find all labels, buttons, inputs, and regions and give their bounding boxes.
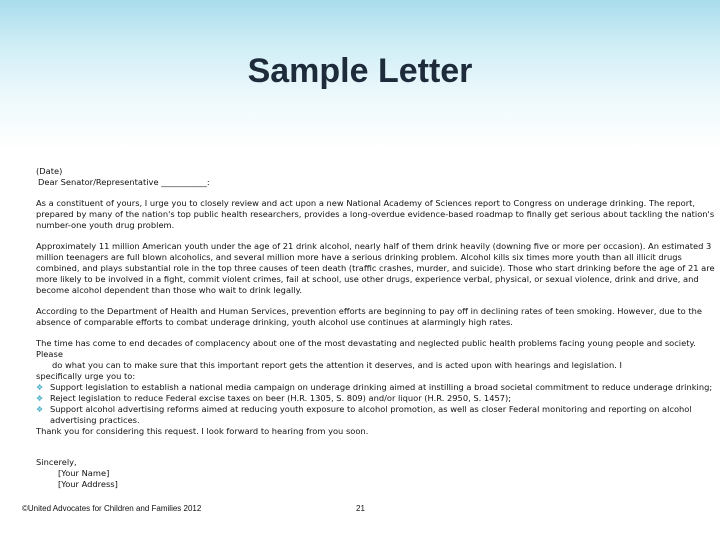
bullet-icon: ❖ — [36, 394, 44, 403]
letter-salutation: Dear Senator/Representative ___________: — [38, 177, 210, 187]
slide-title: Sample Letter — [247, 52, 473, 90]
bullet-icon: ❖ — [36, 383, 44, 392]
footer-page-number: 21 — [356, 504, 365, 513]
bullet-text: Support legislation to establish a national media campaign on underage drinking aimed at instilling a broad societal commitment to reduce underage drinking; — [50, 382, 713, 392]
letter-paragraph-3: According to the Department of Health and Human Services, prevention efforts are beginning to pay off in declining rates of teen smoking. However, due to the absence of comparable efforts to combat underage drinking, youth alcohol use continues at alarmingly high rates. — [36, 306, 702, 327]
letter-paragraph-1: As a constituent of yours, I urge you to closely review and act upon a new National Academy of Sciences report to Congress on underage drinking. The report, prepared by many of the nation's top public health researchers, provides a long-overdue evidence-based roadmap to finally get serious about tackling the nation's number-one youth drug problem. — [36, 198, 715, 230]
list-item — [36, 404, 718, 415]
list-item — [36, 393, 718, 404]
letter-signature-address: [Your Address] — [58, 479, 118, 489]
letter-thanks: Thank you for considering this request. I look forward to hearing from you soon. — [36, 426, 369, 436]
bullet-text: Support alcohol advertising reforms aimed at reducing youth exposure to alcohol promotion, as well as closer Federal monitoring and reporting on alcohol — [50, 404, 692, 414]
letter-paragraph-2: Approximately 11 million American youth under the age of 21 drink alcohol, nearly half of them drink heavily (downing five or more per occasion). An estimated 3 million teenagers are full blown alcoholics, and several million more have a serious drinking problem. Alcohol kills six times more youth than all illicit drugs combined, and plays substantial role in the top three causes of teen death (traffic crashes, murder, and suicide). Those who start drinking before the age of 21 are more likely to be involved in a fight, commit violent crimes, fail at school, use other drugs, experience verbal, physical, or sexual violence, drink and drive, and become alcohol dependent than those who wait to drink legally. — [36, 241, 715, 295]
letter-paragraph-4-line-1: The time has come to end decades of complacency about one of the most devastating and neglected public health problems facing young people and society. Please — [36, 338, 696, 359]
letter-signature-name: [Your Name] — [58, 468, 110, 478]
letter-closing: Sincerely, — [36, 457, 77, 467]
bullet-continuation: advertising practices. — [50, 415, 140, 425]
list-item — [36, 382, 718, 393]
letter-paragraph-4-line-3: specifically urge you to: — [36, 371, 136, 381]
bullet-icon: ❖ — [36, 405, 44, 414]
letter-date: (Date) — [36, 166, 63, 176]
letter-body — [36, 166, 718, 490]
footer-copyright: ©United Advocates for Children and Families 2012 — [22, 504, 202, 513]
bullet-text: Reject legislation to reduce Federal excise taxes on beer (H.R. 1305, S. 809) and/or liquor (H.R. 2950, S. 1457); — [50, 393, 512, 403]
letter-closing-block — [36, 457, 718, 490]
letter-paragraph-4-line-2: do what you can to make sure that this important report gets the attention it deserves, and is acted upon with hearings and legislation. I — [52, 360, 622, 370]
